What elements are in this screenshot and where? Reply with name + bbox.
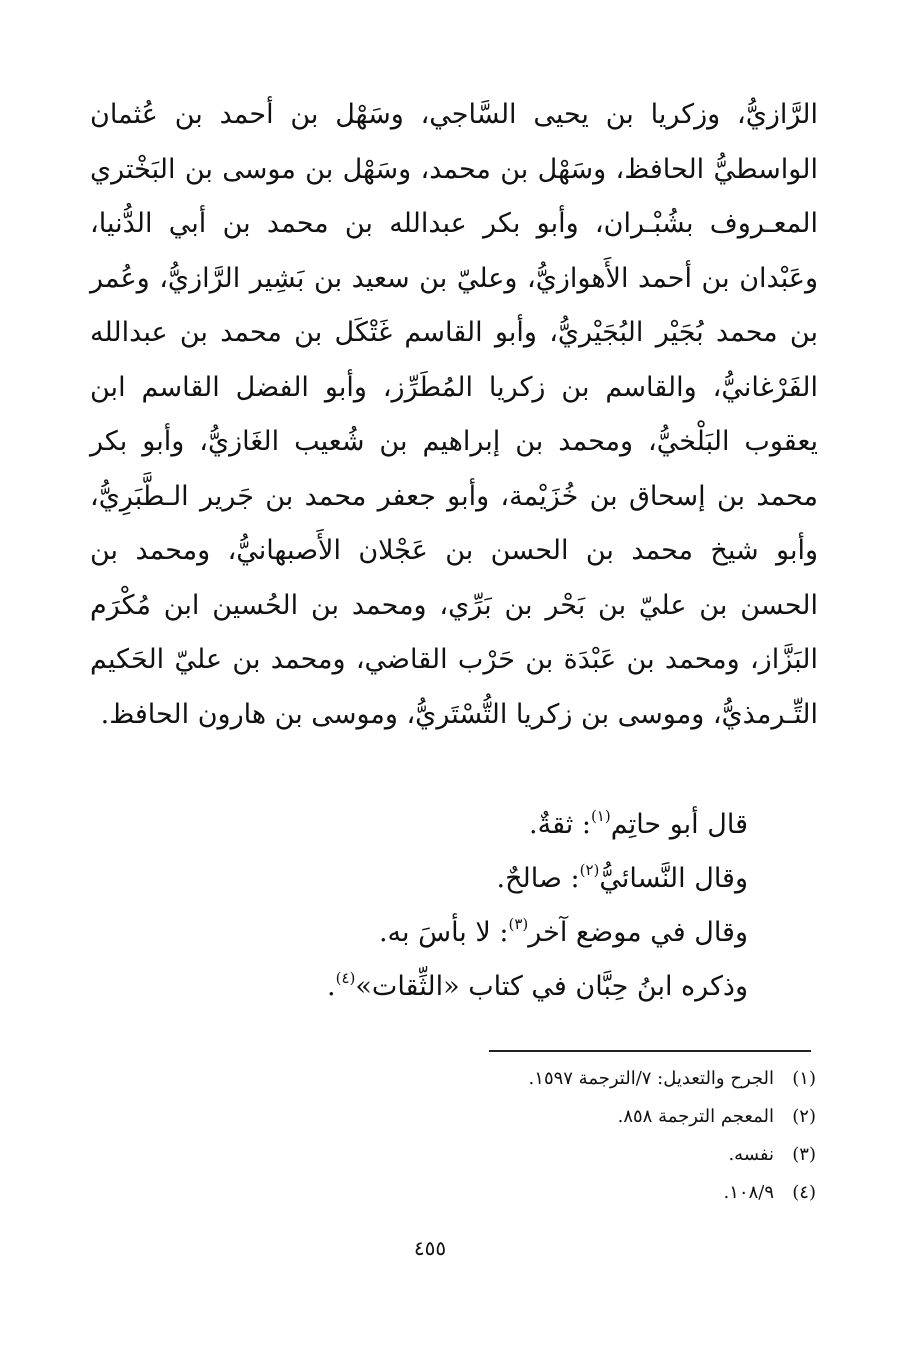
footnote-item	[216, 1174, 816, 1212]
quote-text: : صالحٌ.	[496, 863, 580, 894]
footnote-divider	[489, 1050, 811, 1052]
footnote-number: (٢)	[792, 1106, 816, 1127]
main-paragraph: الرَّازيُّ، وزكريا بن يحيى السَّاجي، وسَهْل بن أحمد بن عُثمان الواسطيُّ الحافظ، وسَهْل بن محمد، وسَهْل بن موسى بن البَخْتري المعـروف بشُبْـران، وأبو بكر عبدالله بن محمد بن أبي الدُّنيا، وعَبْدان بن أحمد الأَهوازيُّ، وعليّ بن سعيد بن بَشِير الرَّازيُّ، وعُمر بن محمد بُجَيْر البُجَيْريُّ، وأبو القاسم غَتْكَل بن محمد بن عبدالله الفَرْغانيُّ، والقاسم بن زكريا المُطَرِّز، وأبو الفضل القاسم ابن يعقوب البَلْخيُّ، ومحمد بن إبراهيم بن شُعيب الغَازيُّ، وأبو بكر محمد بن إسحاق بن خُزَيْمة، وأبو جعفر محمد بن جَرير الـطَّبَرِيُّ، وأبو شيخ محمد بن الحسن بن عَجْلان الأَصبهانيُّ، ومحمد بن الحسن بن عليّ بن بَحْر بن بَرِّي، ومحمد بن الحُسين ابن مُكْرَم البَزَّاز، ومحمد بن عَبْدَة بن حَرْب القاضي، ومحمد بن عليّ الحَكيم التِّـرمذيُّ، وموسى بن زكريا التُّسْتَريُّ، وموسى بن هارون الحافظ.	[90, 99, 818, 730]
footnote-text: المعجم الترجمة ٨٥٨.	[617, 1106, 774, 1127]
quote-line	[148, 852, 748, 906]
footnote-marker[interactable]: (٤)	[335, 969, 356, 987]
quote-text: وقال في موضع آخر	[528, 917, 748, 948]
quote-text: قال أبو حاتِم	[610, 809, 748, 840]
quote-text: وذكره ابنُ حِبَّان في كتاب «الثِّقات»	[355, 971, 748, 1002]
footnote-text: ١٠٨/٩.	[723, 1182, 774, 1203]
quote-line	[148, 906, 748, 960]
quote-line	[148, 798, 748, 852]
footnote-text: الجرح والتعديل: ٧/الترجمة ١٥٩٧.	[528, 1068, 774, 1089]
quote-text: : لا بأسَ به.	[378, 917, 509, 948]
footnote-number: (٤)	[792, 1182, 816, 1203]
page-number: ٤٥٥	[413, 1236, 447, 1260]
footnote-item	[216, 1098, 816, 1136]
footnote-item	[216, 1136, 816, 1174]
quote-text: .	[327, 971, 336, 1002]
footnote-marker[interactable]: (٢)	[579, 861, 600, 879]
quote-text: : ثقةٌ.	[529, 809, 591, 840]
footnote-marker[interactable]: (١)	[590, 807, 611, 825]
footnote-list	[216, 1060, 816, 1212]
quote-line	[148, 960, 748, 1014]
footnote-number: (٣)	[792, 1144, 816, 1165]
footnote-item	[216, 1060, 816, 1098]
quote-list	[148, 798, 748, 1014]
footnote-text: نفسه.	[728, 1144, 774, 1165]
quote-text: وقال النَّسائيُّ	[599, 863, 748, 894]
footnote-marker[interactable]: (٣)	[508, 915, 529, 933]
footnote-number: (١)	[792, 1068, 816, 1089]
